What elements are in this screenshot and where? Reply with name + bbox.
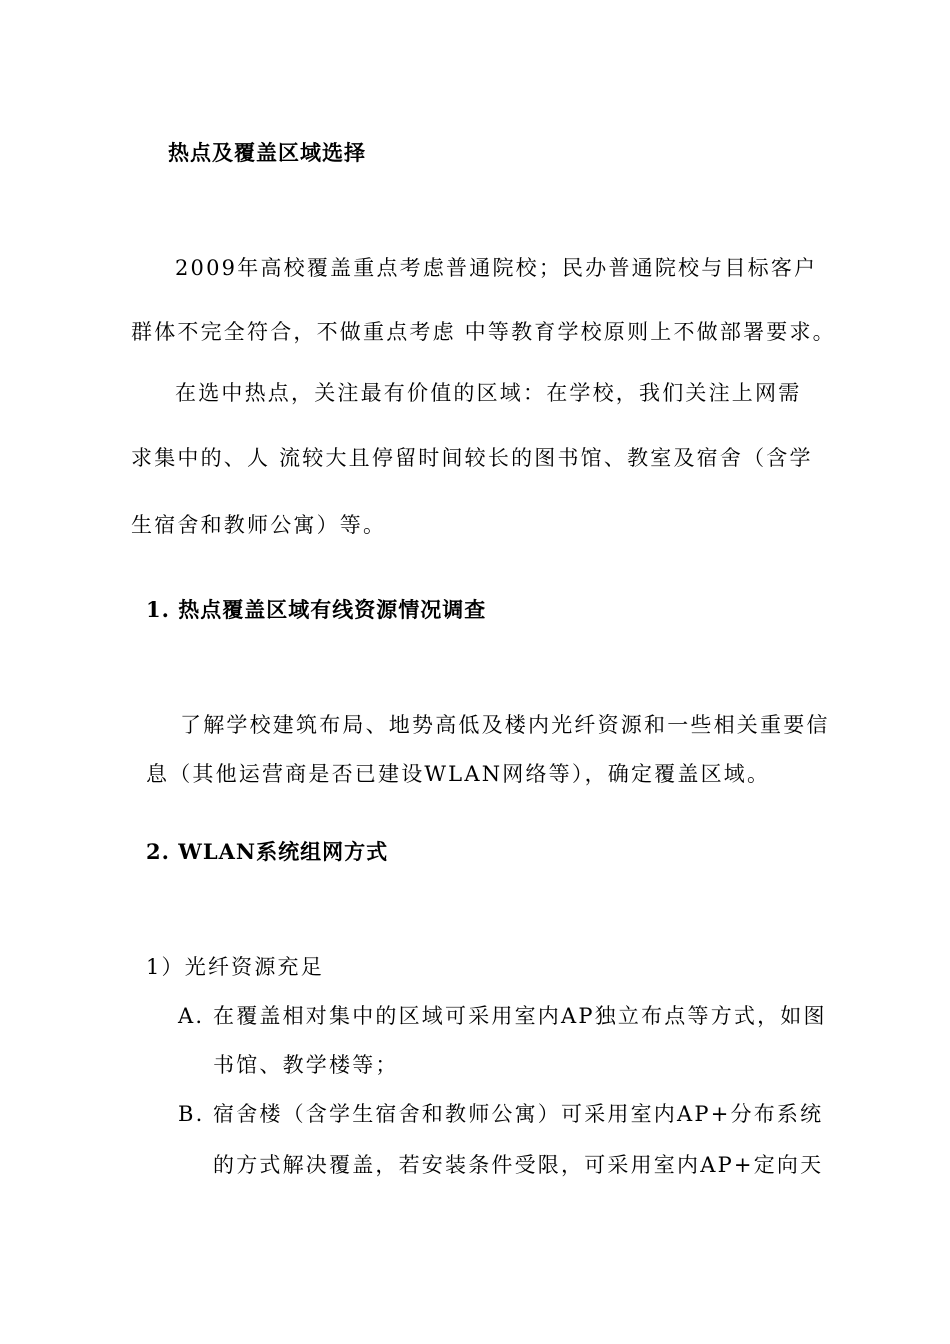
list-item-a-label: A. — [178, 1004, 205, 1028]
list-item-b-line-1: 宿舍楼（含学生宿舍和教师公寓）可采用室内AP+分布系统 — [213, 1102, 824, 1126]
list-item-b-label: B. — [178, 1102, 205, 1126]
heading-1: 1. 热点覆盖区域有线资源情况调查 — [146, 597, 487, 622]
list-item-b-line-2: 的方式解决覆盖，若安装条件受限，可采用室内AP+定向天 — [213, 1153, 824, 1177]
heading-2: 2. WLAN系统组网方式 — [146, 839, 389, 864]
intro-paragraph-1-line-1: 2009年高校覆盖重点考虑普通院校；民办普通院校与目标客户 — [175, 256, 818, 280]
section-1-line-1: 了解学校建筑布局、地势高低及楼内光纤资源和一些相关重要信 — [180, 713, 830, 737]
list-item-a-line-1: 在覆盖相对集中的区域可采用室内AP独立布点等方式，如图 — [213, 1004, 827, 1028]
intro-paragraph-2-line-2: 求集中的、人 流较大且停留时间较长的图书馆、教室及宿舍（含学 — [131, 446, 813, 470]
subsection-1-label: 1）光纤资源充足 — [146, 955, 324, 979]
intro-paragraph-1-line-2: 群体不完全符合，不做重点考虑 中等教育学校原则上不做部署要求。 — [131, 320, 836, 344]
section-title: 热点及覆盖区域选择 — [168, 140, 366, 165]
intro-paragraph-2-line-1: 在选中热点，关注最有价值的区域：在学校，我们关注上网需 — [175, 381, 802, 405]
section-1-line-2: 息（其他运营商是否已建设WLAN网络等），确定覆盖区域。 — [146, 762, 771, 786]
intro-paragraph-2-line-3: 生宿舍和教师公寓）等。 — [131, 513, 387, 537]
list-item-a-line-2: 书馆、教学楼等； — [213, 1053, 399, 1077]
